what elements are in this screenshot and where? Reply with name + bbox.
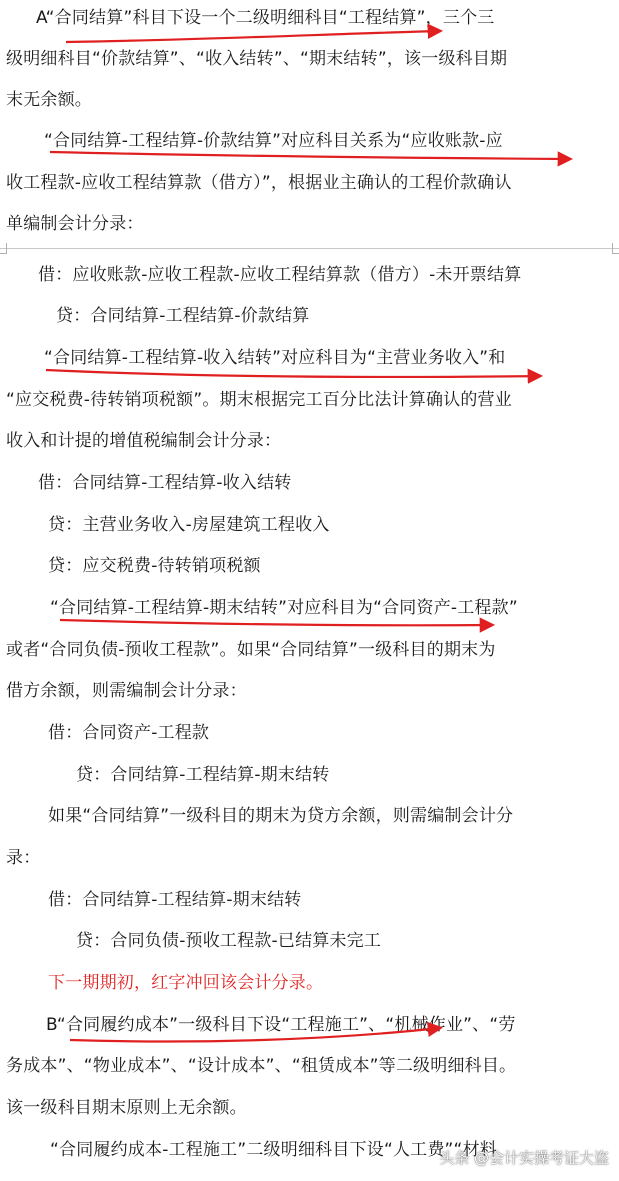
page-break-divider <box>0 246 619 252</box>
paragraph-b-line-3: 该一级科目期末原则上无余额。 <box>6 1098 247 1118</box>
entry-debit-income-transfer: 借：合同结算-工程结算-收入结转 <box>38 473 292 493</box>
paragraph-income-line-2: “应交税费-待转销项税额”。期末根据完工百分比法计算确认的营业 <box>6 390 512 410</box>
entry-credit-tax-pending: 贷：应交税费-待转销项税额 <box>48 556 261 576</box>
watermark-text: 头条 @会计实操考证大盗 <box>439 1149 609 1167</box>
paragraph-price-line-3: 单编制会计分录： <box>6 214 144 234</box>
paragraph-a-line-2: 级明细科目“价款结算”、“收入结转”、“期末结转”，该一级科目期 <box>6 49 508 69</box>
paragraph-period-end-line-2: 或者“合同负债-预收工程款”。如果“合同结算”一级科目的期末为 <box>6 640 496 660</box>
paragraph-a-line-1: A“合同结算”科目下设一个二级明细科目“工程结算”，三个三 <box>36 8 495 28</box>
entry-debit-period-end-transfer: 借：合同结算-工程结算-期末结转 <box>48 890 302 910</box>
entry-credit-contract-liability: 贷：合同负债-预收工程款-已结算未完工 <box>76 931 382 951</box>
paragraph-credit-balance-line-2: 录： <box>6 848 41 868</box>
paragraph-period-end-line-3: 借方余额，则需编制会计分录： <box>6 681 247 701</box>
entry-credit-period-end-transfer: 贷：合同结算-工程结算-期末结转 <box>76 765 330 785</box>
paragraph-b-line-1: B“合同履约成本”一级科目下设“工程施工”、“机械作业”、“劳 <box>46 1015 516 1035</box>
entry-debit-receivable: 借：应收账款-应收工程款-应收工程结算款（借方）-未开票结算 <box>38 265 522 285</box>
paragraph-price-line-2: 收工程款-应收工程结算款（借方）”，根据业主确认的工程价款确认 <box>6 173 512 193</box>
entry-credit-price-settlement: 贷：合同结算-工程结算-价款结算 <box>56 306 310 326</box>
entry-debit-contract-asset: 借：合同资产-工程款 <box>48 723 210 743</box>
paragraph-income-line-1: “合同结算-工程结算-收入结转”对应科目为“主营业务收入”和 <box>44 348 506 368</box>
red-arrow-3 <box>46 370 540 377</box>
paragraph-construction-line-1: “合同履约成本-工程施工”二级明细科目下设“人工费”“材料 <box>50 1140 497 1160</box>
entry-credit-main-revenue: 贷：主营业务收入-房屋建筑工程收入 <box>48 515 330 535</box>
paragraph-price-line-1: “合同结算-工程结算-价款结算”对应科目关系为“应收账款-应 <box>44 131 503 151</box>
red-arrow-1 <box>66 31 440 42</box>
paragraph-a-line-3: 末无余额。 <box>6 90 92 110</box>
paragraph-period-end-line-1: “合同结算-工程结算-期末结转”对应科目为“合同资产-工程款” <box>50 598 518 618</box>
paragraph-credit-balance-line-1: 如果“合同结算”一级科目的期末为贷方余额，则需编制会计分 <box>48 806 514 826</box>
paragraph-b-line-2: 务成本”、“物业成本”、“设计成本”、“租赁成本”等二级明细科目。 <box>6 1056 517 1076</box>
paragraph-income-line-3: 收入和计提的增值税编制会计分录： <box>6 431 282 451</box>
red-reversal-note: 下一期期初，红字冲回该会计分录。 <box>48 973 324 993</box>
